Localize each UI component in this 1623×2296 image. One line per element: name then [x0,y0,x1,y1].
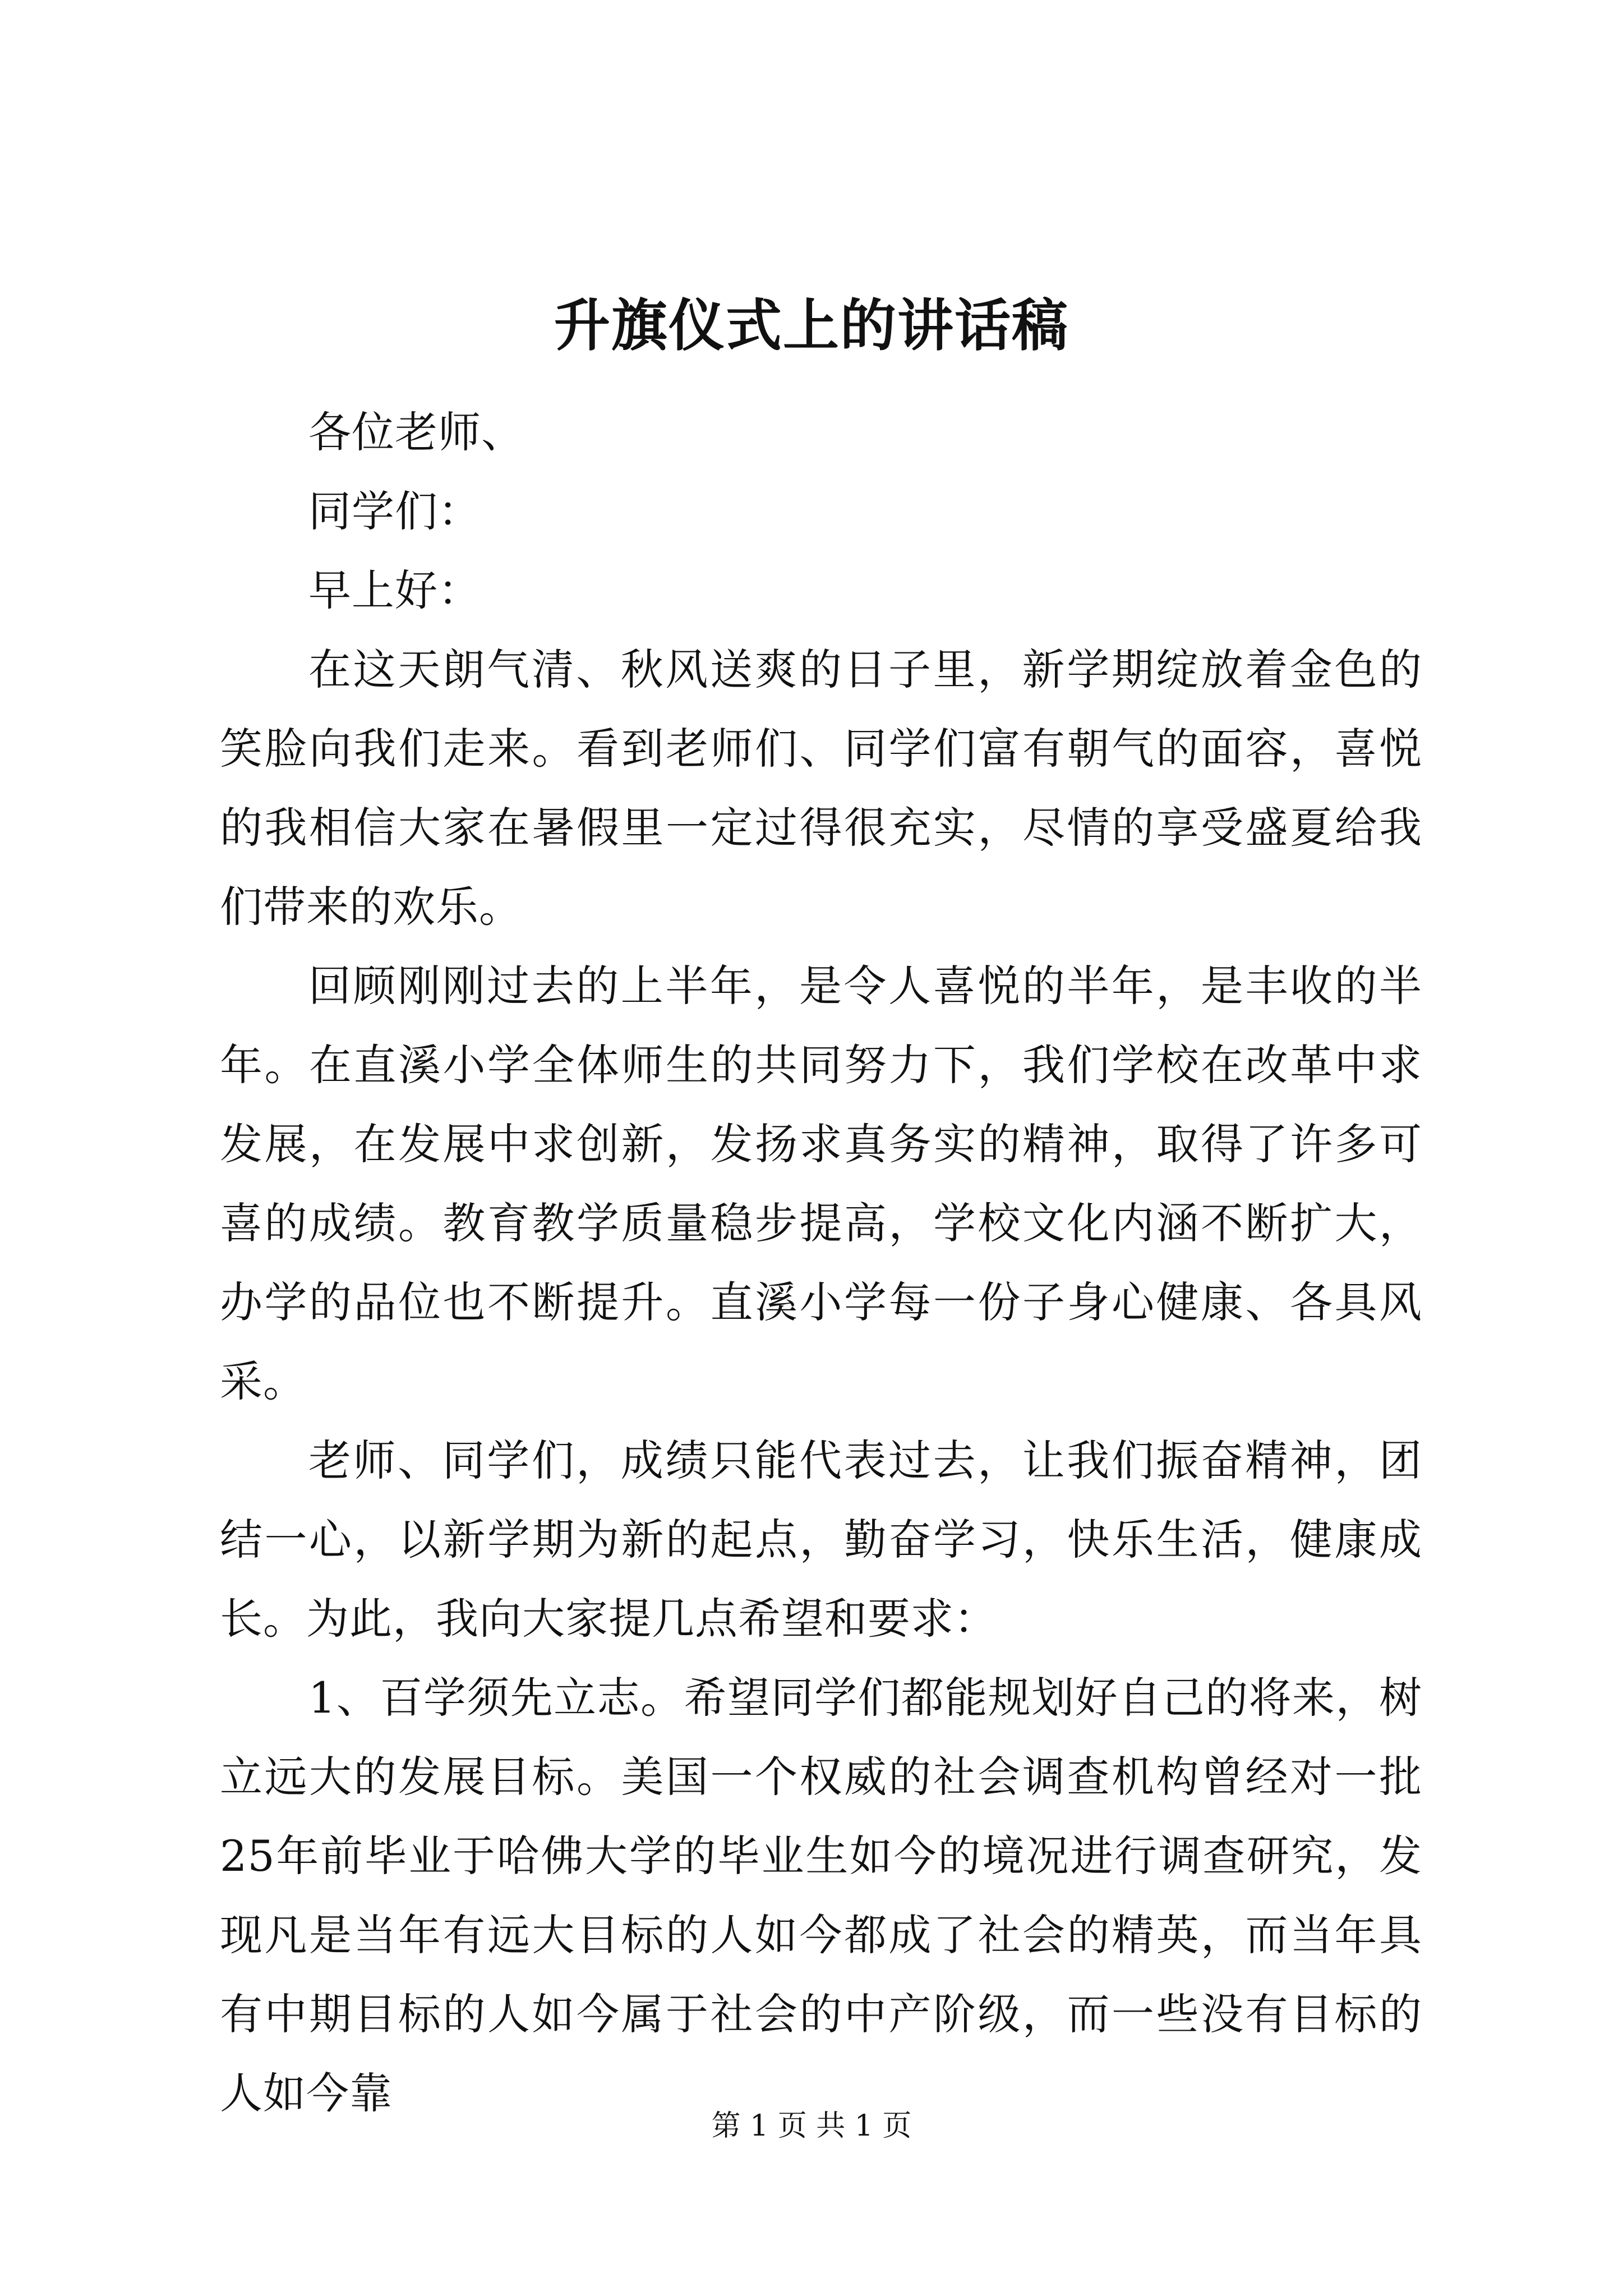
paragraph-greeting-teachers: 各位老师、 [308,407,524,457]
page-footer: 第 1 页 共 1 页 [711,2109,912,2143]
paragraph-greeting-students: 同学们： [308,486,481,536]
paragraph-point-one: 1、百学须先立志。希望同学们都能规划好自己的将来，树立远大的发展目标。美国一个权威的社会调查机构曾经对一批25年前毕业于哈佛大学的毕业生如今的境况进行调查研究，发现凡是当年有远大目标的人如今都成了社会的精英，而当年具有中期目标的人如今属于社会的中产阶级，而一些没有目标的人如今靠 [220,1673,1422,2118]
paragraph-good-morning: 早上好： [308,565,481,615]
paragraph-opening: 在这天朗气清、秋风送爽的日子里，新学期绽放着金色的笑脸向我们走来。看到老师们、同学们富有朝气的面容，喜悦的我相信大家在暑假里一定过得很充实，尽情的享受盛夏给我们带来的欢乐。 [220,645,1422,932]
paragraph-review: 回顾刚刚过去的上半年，是令人喜悦的半年，是丰收的半年。在直溪小学全体师生的共同努力下，我们学校在改革中求发展，在发展中求创新，发扬求真务实的精神，取得了许多可喜的成绩。教育教学质量稳步提高，学校文化内涵不断扩大，办学的品位也不断提升。直溪小学每一份子身心健康、各具风采。 [220,961,1422,1406]
paragraph-call-to-action: 老师、同学们，成绩只能代表过去，让我们振奋精神，团结一心，以新学期为新的起点，勤奋学习，快乐生活，健康成长。为此，我向大家提几点希望和要求： [220,1435,1422,1644]
document-title: 升旗仪式上的讲话稿 [554,292,1069,358]
document-body [220,393,1422,2133]
